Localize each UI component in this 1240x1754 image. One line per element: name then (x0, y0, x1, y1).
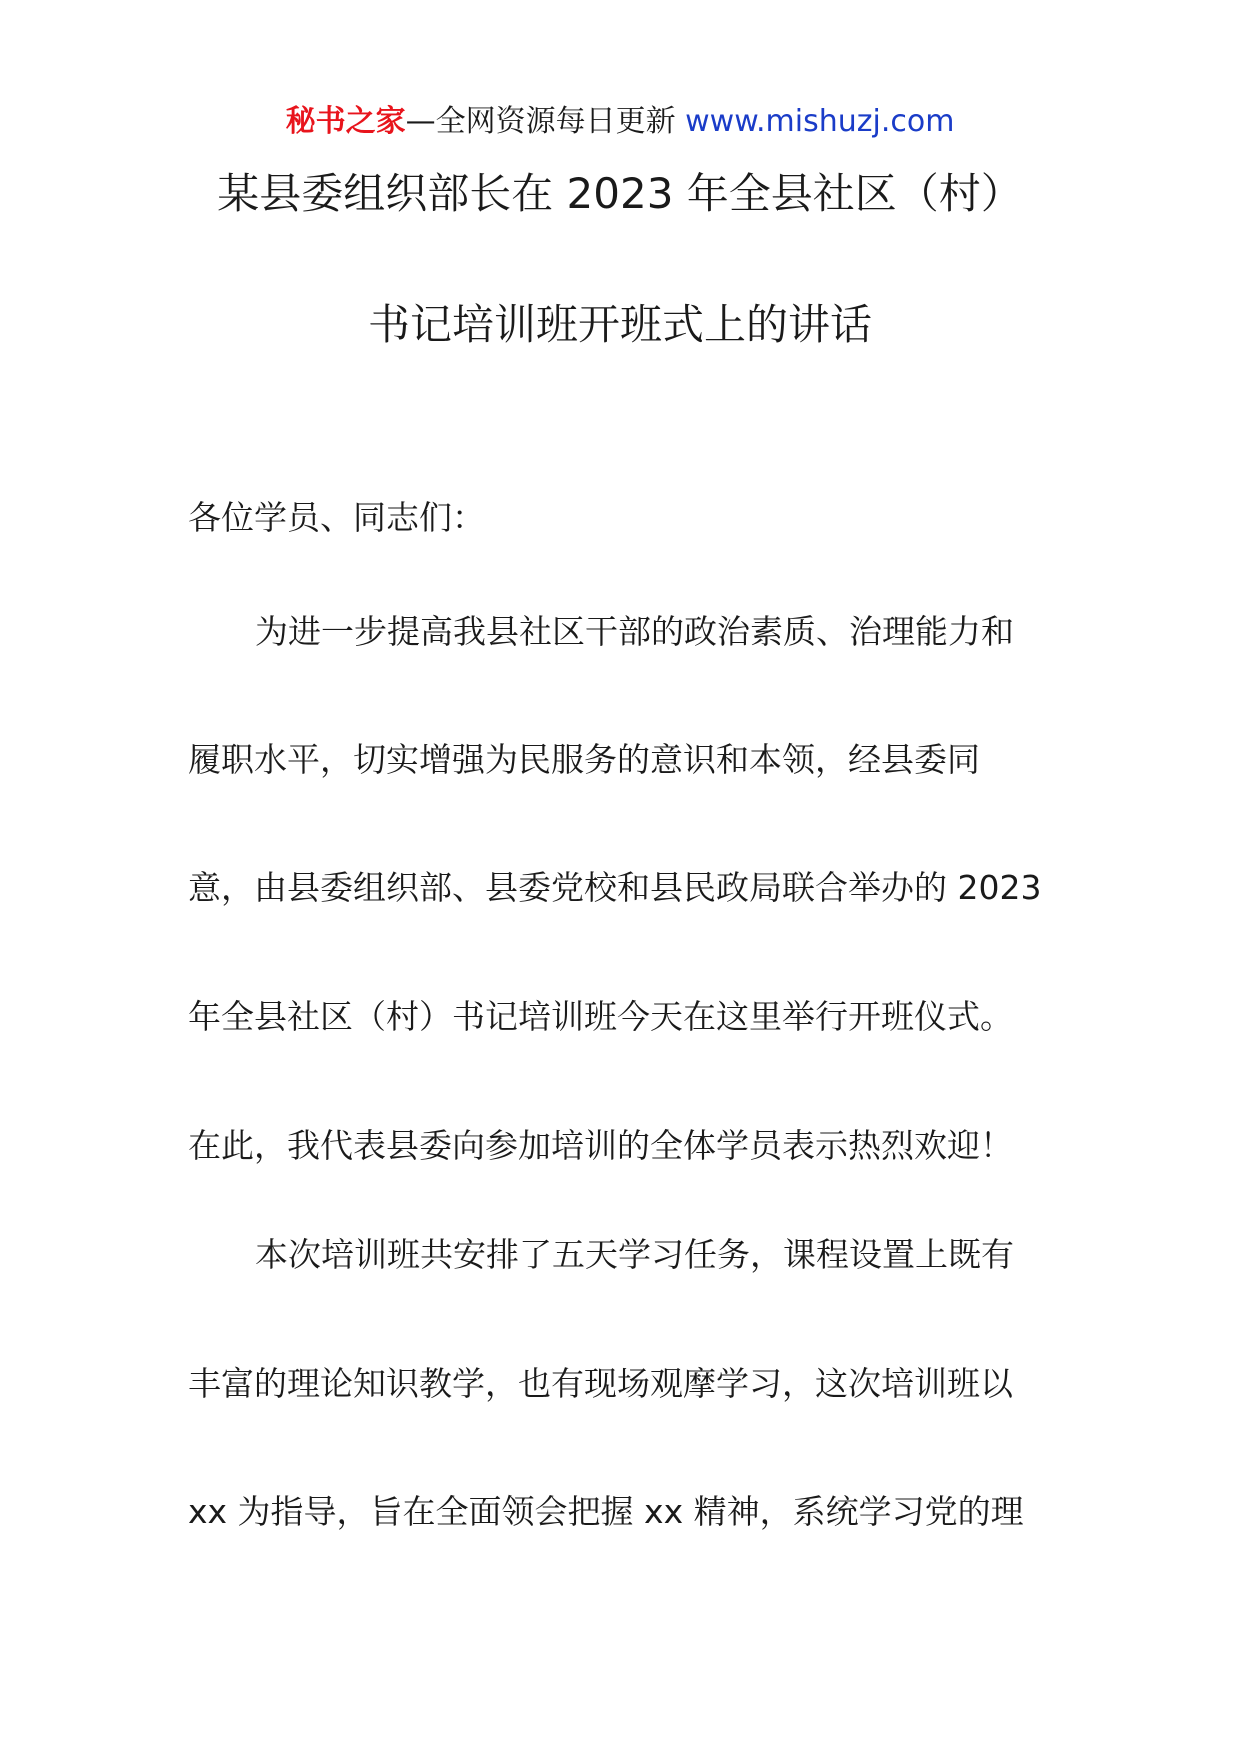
body-line: 履职水平，切实增强为民服务的意识和本领，经县委同 (188, 740, 980, 779)
header-tagline: —全网资源每日更新 (405, 104, 686, 139)
salutation: 各位学员、同志们： (188, 498, 485, 537)
site-header (0, 102, 1240, 142)
body-line: 意，由县委组织部、县委党校和县民政局联合举办的 2023 (188, 868, 1042, 907)
body-line: xx 为指导，旨在全面领会把握 xx 精神，系统学习党的理 (188, 1492, 1024, 1531)
document-title-line-1: 某县委组织部长在 2023 年全县社区（村） (217, 169, 1023, 218)
brand-name: 秘书之家 (285, 104, 406, 139)
body-line: 本次培训班共安排了五天学习任务，课程设置上既有 (255, 1235, 1014, 1274)
body-line: 为进一步提高我县社区干部的政治素质、治理能力和 (255, 612, 1014, 651)
site-url-link[interactable]: www.mishuzj.com (685, 104, 955, 139)
body-line: 在此，我代表县委向参加培训的全体学员表示热烈欢迎！ (188, 1126, 1013, 1165)
body-line: 丰富的理论知识教学，也有现场观摩学习，这次培训班以 (188, 1364, 1013, 1403)
body-line: 年全县社区（村）书记培训班今天在这里举行开班仪式。 (188, 997, 1013, 1036)
document-title-line-2: 书记培训班开班式上的讲话 (367, 300, 872, 349)
